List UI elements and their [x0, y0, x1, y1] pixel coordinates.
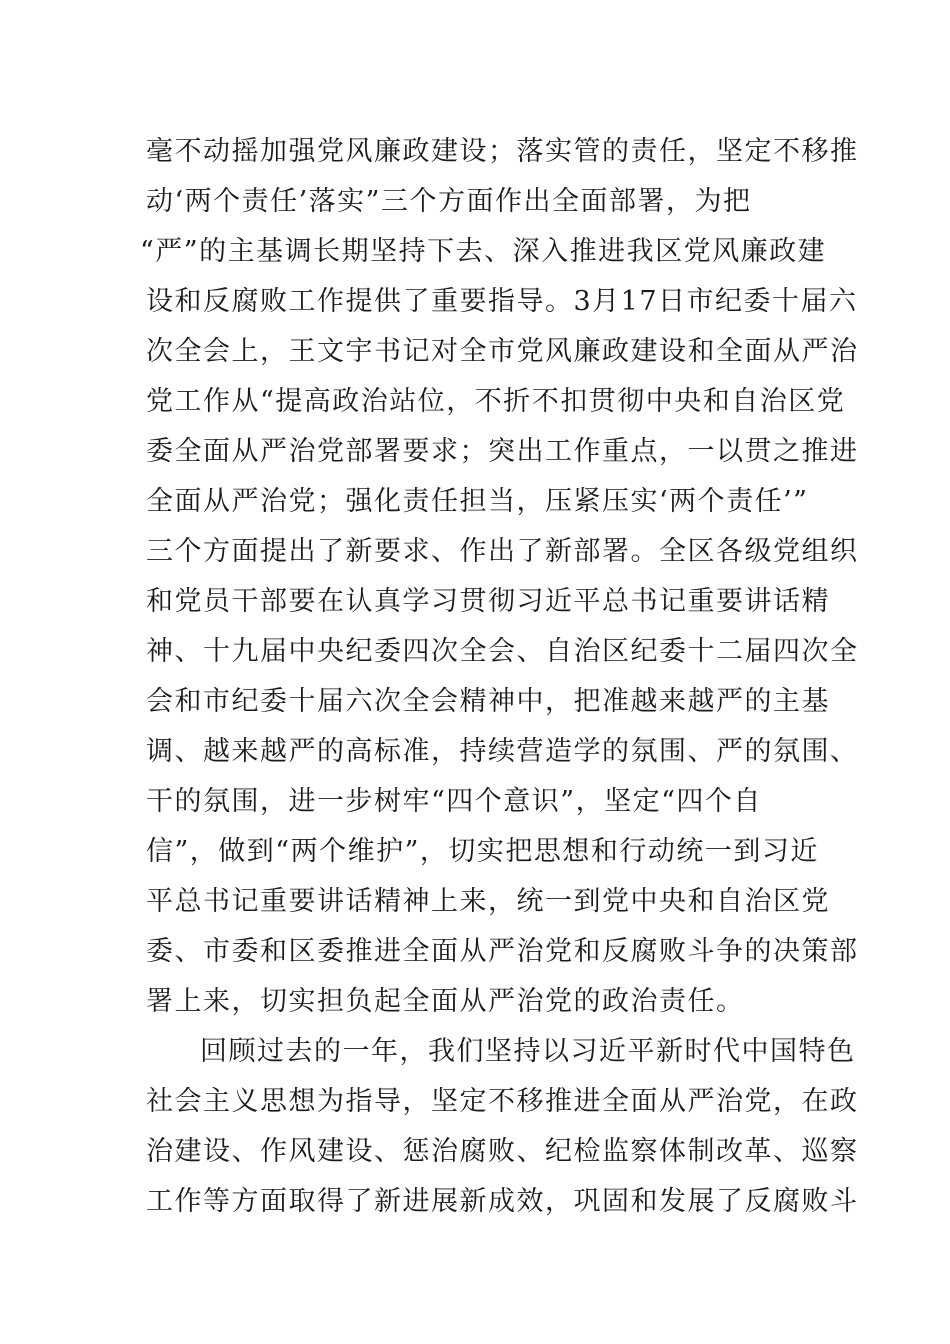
text-line: 平总书记重要讲话精神上来，统一到党中央和自治区党: [146, 886, 830, 917]
text-line: 干的氛围，进一步树牢“四个意识”，坚定“四个自: [146, 786, 762, 817]
text-line: 调、越来越严的高标准，持续营造学的氛围、严的氛围、: [146, 736, 859, 767]
text-line: 次全会上，王文宇书记对全市党风廉政建设和全面从严治: [146, 336, 859, 367]
text-line: “严”的主基调长期坚持下去、深入推进我区党风廉政建: [140, 236, 827, 267]
text-line: 治建设、作风建设、惩治腐败、纪检监察体制改革、巡察: [146, 1136, 859, 1167]
text-line: 全面从严治党；强化责任担当，压紧压实‘两个责任’”: [146, 486, 809, 517]
text-line: 动‘两个责任’落实”三个方面作出全面部署，为把: [146, 186, 752, 217]
text-line: 署上来，切实担负起全面从严治党的政治责任。: [146, 986, 745, 1017]
paragraph-first-line: 回顾过去的一年，我们坚持以习近平新时代中国特色: [200, 1036, 856, 1067]
text-line: 三个方面提出了新要求、作出了新部署。全区各级党组织: [146, 536, 859, 567]
text-line: 工作等方面取得了新进展新成效，巩固和发展了反腐败斗: [146, 1186, 859, 1217]
text-line: 和党员干部要在认真学习贯彻习近平总书记重要讲话精: [146, 586, 830, 617]
text-line: 会和市纪委十届六次全会精神中，把准越来越严的主基: [146, 686, 830, 717]
text-line: 委、市委和区委推进全面从严治党和反腐败斗争的决策部: [146, 936, 859, 967]
text-line: 委全面从严治党部署要求；突出工作重点，一以贯之推进: [146, 436, 859, 467]
text-line: 设和反腐败工作提供了重要指导。3月17日市纪委十届六: [146, 286, 858, 317]
text-line: 神、十九届中央纪委四次全会、自治区纪委十二届四次全: [146, 636, 859, 667]
text-line: 党工作从“提高政治站位，不折不扣贯彻中央和自治区党: [146, 386, 846, 417]
text-line: 毫不动摇加强党风廉政建设；落实管的责任，坚定不移推: [146, 136, 859, 167]
text-line: 社会主义思想为指导，坚定不移推进全面从严治党，在政: [146, 1086, 859, 1117]
text-line: 信”，做到“两个维护”，切实把思想和行动统一到习近: [146, 836, 819, 867]
